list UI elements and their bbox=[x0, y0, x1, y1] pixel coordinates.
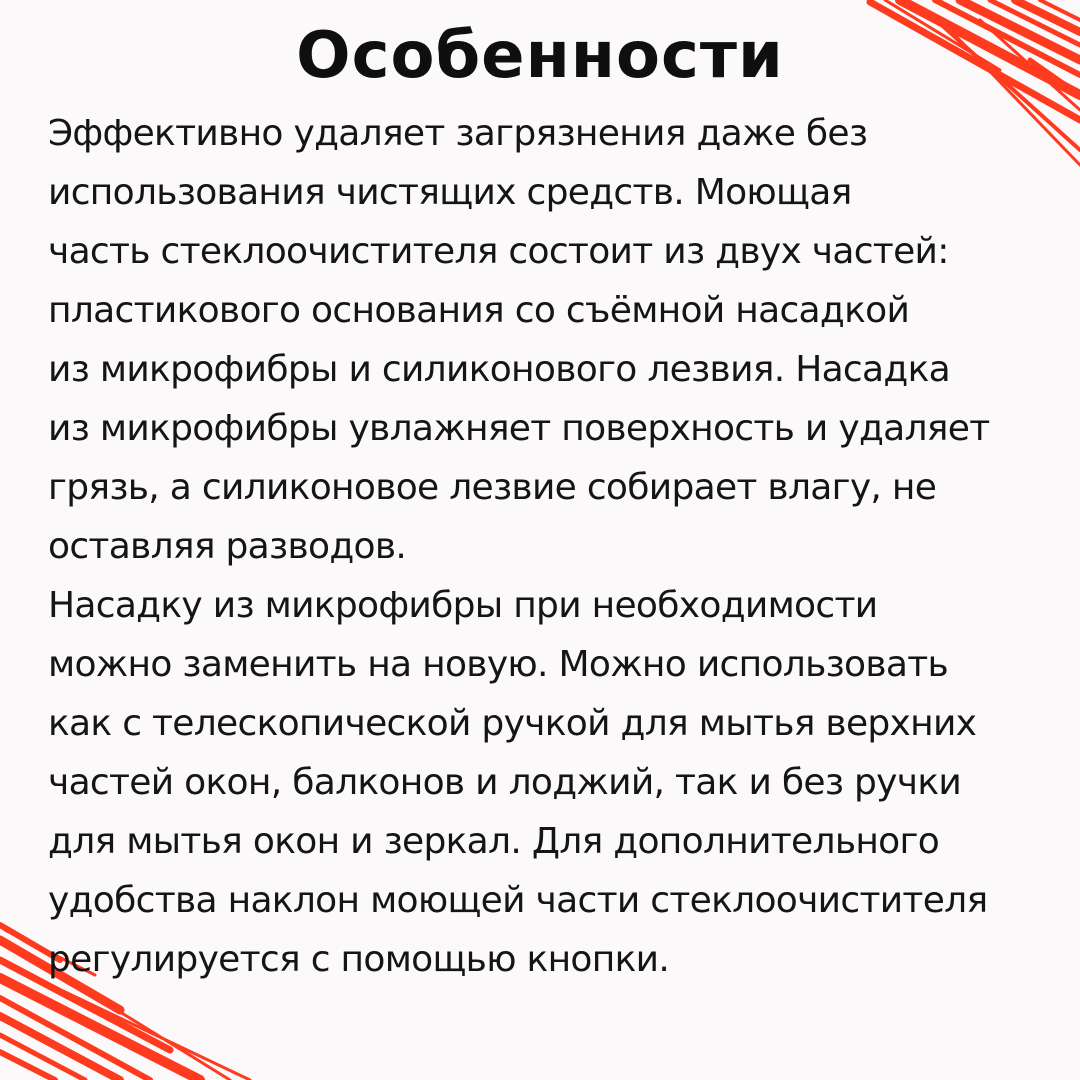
description-line: как с телескопической ручкой для мытья верхних bbox=[48, 703, 977, 744]
description-line: можно заменить на новую. Можно использовать bbox=[48, 644, 949, 685]
features-description bbox=[48, 104, 1068, 989]
page-title: Особенности bbox=[296, 19, 784, 93]
description-line: Насадку из микрофибры при необходимости bbox=[48, 585, 878, 626]
description-line: для мытья окон и зеркал. Для дополнительного bbox=[48, 821, 940, 862]
description-line: пластикового основания со съёмной насадкой bbox=[48, 290, 910, 331]
description-line: часть стеклоочистителя состоит из двух частей: bbox=[48, 231, 949, 272]
description-line: оставляя разводов. bbox=[48, 526, 407, 567]
description-line: из микрофибры и силиконового лезвия. Насадка bbox=[48, 349, 950, 390]
description-line: использования чистящих средств. Моющая bbox=[48, 172, 852, 213]
description-line: регулируется с помощью кнопки. bbox=[48, 939, 670, 980]
description-line: Эффективно удаляет загрязнения даже без bbox=[48, 113, 868, 154]
description-line: частей окон, балконов и лоджий, так и без ручки bbox=[48, 762, 962, 803]
description-line: грязь, а силиконовое лезвие собирает влагу, не bbox=[48, 467, 937, 508]
description-line: удобства наклон моющей части стеклоочистителя bbox=[48, 880, 988, 921]
description-line: из микрофибры увлажняет поверхность и удаляет bbox=[48, 408, 990, 449]
